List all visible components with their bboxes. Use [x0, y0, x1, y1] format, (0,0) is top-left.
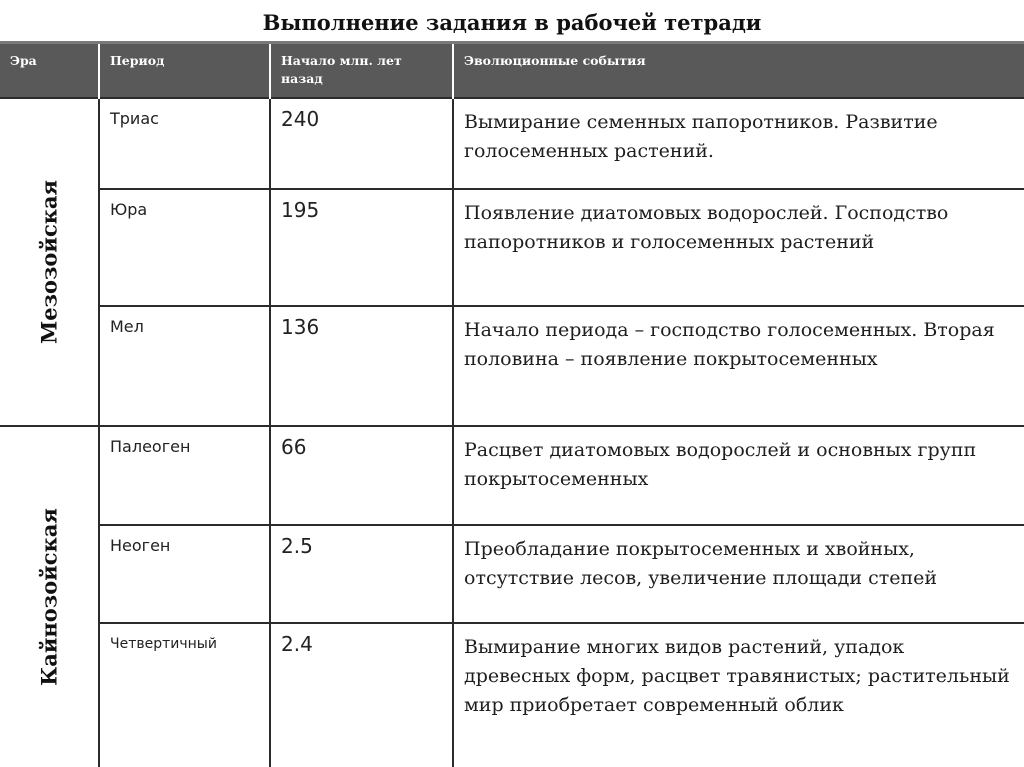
events-cell: Преобладание покрытосеменных и хвойных, отсутствие лесов, увеличение площади степей [453, 525, 1024, 623]
table-row [0, 306, 1024, 426]
table-body [0, 98, 1024, 767]
table-row [0, 623, 1024, 767]
period-cell: Юра [99, 189, 270, 306]
table-row [0, 189, 1024, 306]
table-row [0, 525, 1024, 623]
start-cell: 2.4 [270, 623, 453, 767]
events-cell: Начало периода – господство голосеменных. Вторая половина – появление покрытосеменных [453, 306, 1024, 426]
evolution-table [0, 44, 1024, 767]
events-cell: Появление диатомовых водорослей. Господство папоротников и голосеменных растений [453, 189, 1024, 306]
table-header [0, 44, 1024, 98]
page-title-text: Выполнение задания в рабочей тетради [262, 9, 762, 35]
period-cell: Палеоген [99, 426, 270, 525]
period-cell: Неоген [99, 525, 270, 623]
start-cell: 2.5 [270, 525, 453, 623]
era-cell-cenozoic [0, 426, 99, 767]
period-cell: Четвертичный [99, 623, 270, 767]
start-cell: 195 [270, 189, 453, 306]
events-cell: Вымирание многих видов растений, упадок древесных форм, расцвет травянистых; растительный мир приобретает современный облик [453, 623, 1024, 767]
page-title [0, 0, 1024, 44]
era-cell-mesozoic [0, 98, 99, 426]
header-row [0, 44, 1024, 98]
era-label: Мезозойская [36, 179, 62, 345]
events-cell: Расцвет диатомовых водорослей и основных групп покрытосеменных [453, 426, 1024, 525]
events-cell: Вымирание семенных папоротников. Развитие голосеменных растений. [453, 98, 1024, 189]
table-row [0, 426, 1024, 525]
start-cell: 66 [270, 426, 453, 525]
column-header-era: Эра [0, 44, 99, 98]
start-cell: 240 [270, 98, 453, 189]
period-cell: Мел [99, 306, 270, 426]
era-label: Кайнозойская [36, 508, 62, 686]
column-header-start: Начало млн. лет назад [270, 44, 453, 98]
start-cell: 136 [270, 306, 453, 426]
column-header-events: Эволюционные события [453, 44, 1024, 98]
table-row [0, 98, 1024, 189]
period-cell: Триас [99, 98, 270, 189]
column-header-period: Период [99, 44, 270, 98]
